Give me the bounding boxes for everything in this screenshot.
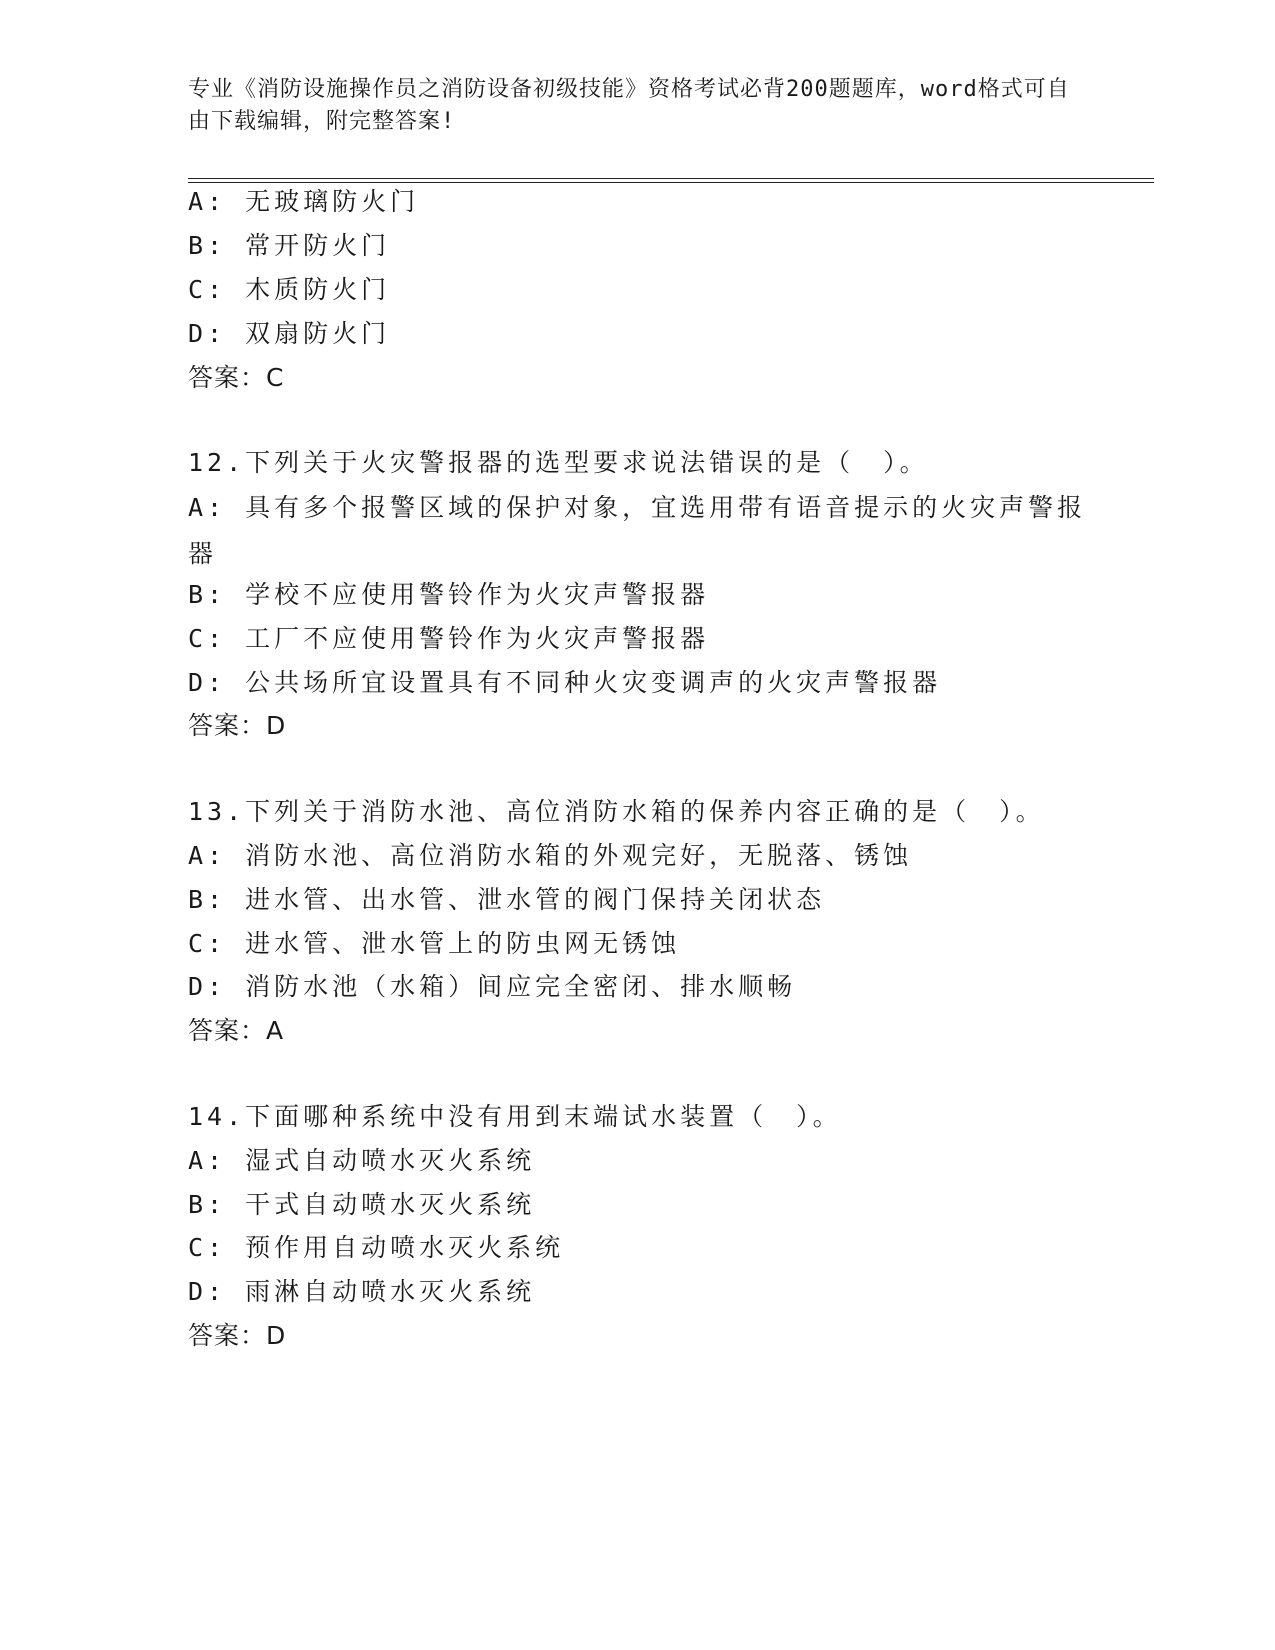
q12-option-b: B: 学校不应使用警铃作为火灾声警报器 [188, 580, 710, 609]
q14-option-b: B: 干式自动喷水灭火系统 [188, 1190, 536, 1219]
q13-option-d: D: 消防水池（水箱）间应完全密闭、排水顺畅 [188, 972, 797, 1001]
q12-answer: 答案：D [188, 711, 287, 740]
q13-option-c: C: 进水管、泄水管上的防虫网无锈蚀 [188, 929, 681, 958]
q11-answer: 答案：C [188, 363, 285, 392]
q12-option-a: A: 具有多个报警区域的保护对象，宜选用带有语音提示的火灾声警报器 [188, 493, 1087, 568]
q13-answer: 答案：A [188, 1016, 285, 1045]
q14-option-c: C: 预作用自动喷水灭火系统 [188, 1233, 565, 1262]
q11-option-a: A: 无玻璃防火门 [188, 187, 420, 216]
q11-option-d: D: 双扇防火门 [188, 319, 391, 348]
q13-option-b: B: 进水管、出水管、泄水管的阀门保持关闭状态 [188, 885, 826, 914]
q12-option-c: C: 工厂不应使用警铃作为火灾声警报器 [188, 624, 710, 653]
q11-option-b: B: 常开防火门 [188, 231, 391, 260]
q14-question: 14.下面哪种系统中没有用到末端试水装置（ ）。 [188, 1102, 842, 1131]
q11-option-c: C: 木质防火门 [188, 275, 391, 304]
document-header: 专业《消防设施操作员之消防设备初级技能》资格考试必背200题题库，word格式可自由下载编辑，附完整答案! [188, 77, 1070, 134]
header-divider-top [188, 178, 1154, 179]
q12-question: 12.下列关于火灾警报器的选型要求说法错误的是（ ）。 [188, 448, 929, 477]
q14-option-a: A: 湿式自动喷水灭火系统 [188, 1146, 536, 1175]
q14-option-d: D: 雨淋自动喷水灭火系统 [188, 1277, 536, 1306]
q14-answer: 答案：D [188, 1321, 287, 1350]
q13-option-a: A: 消防水池、高位消防水箱的外观完好，无脱落、锈蚀 [188, 841, 913, 870]
q13-question: 13.下列关于消防水池、高位消防水箱的保养内容正确的是（ ）。 [188, 797, 1045, 826]
header-divider-bottom [188, 182, 1154, 183]
q12-option-d: D: 公共场所宜设置具有不同种火灾变调声的火灾声警报器 [188, 668, 942, 697]
